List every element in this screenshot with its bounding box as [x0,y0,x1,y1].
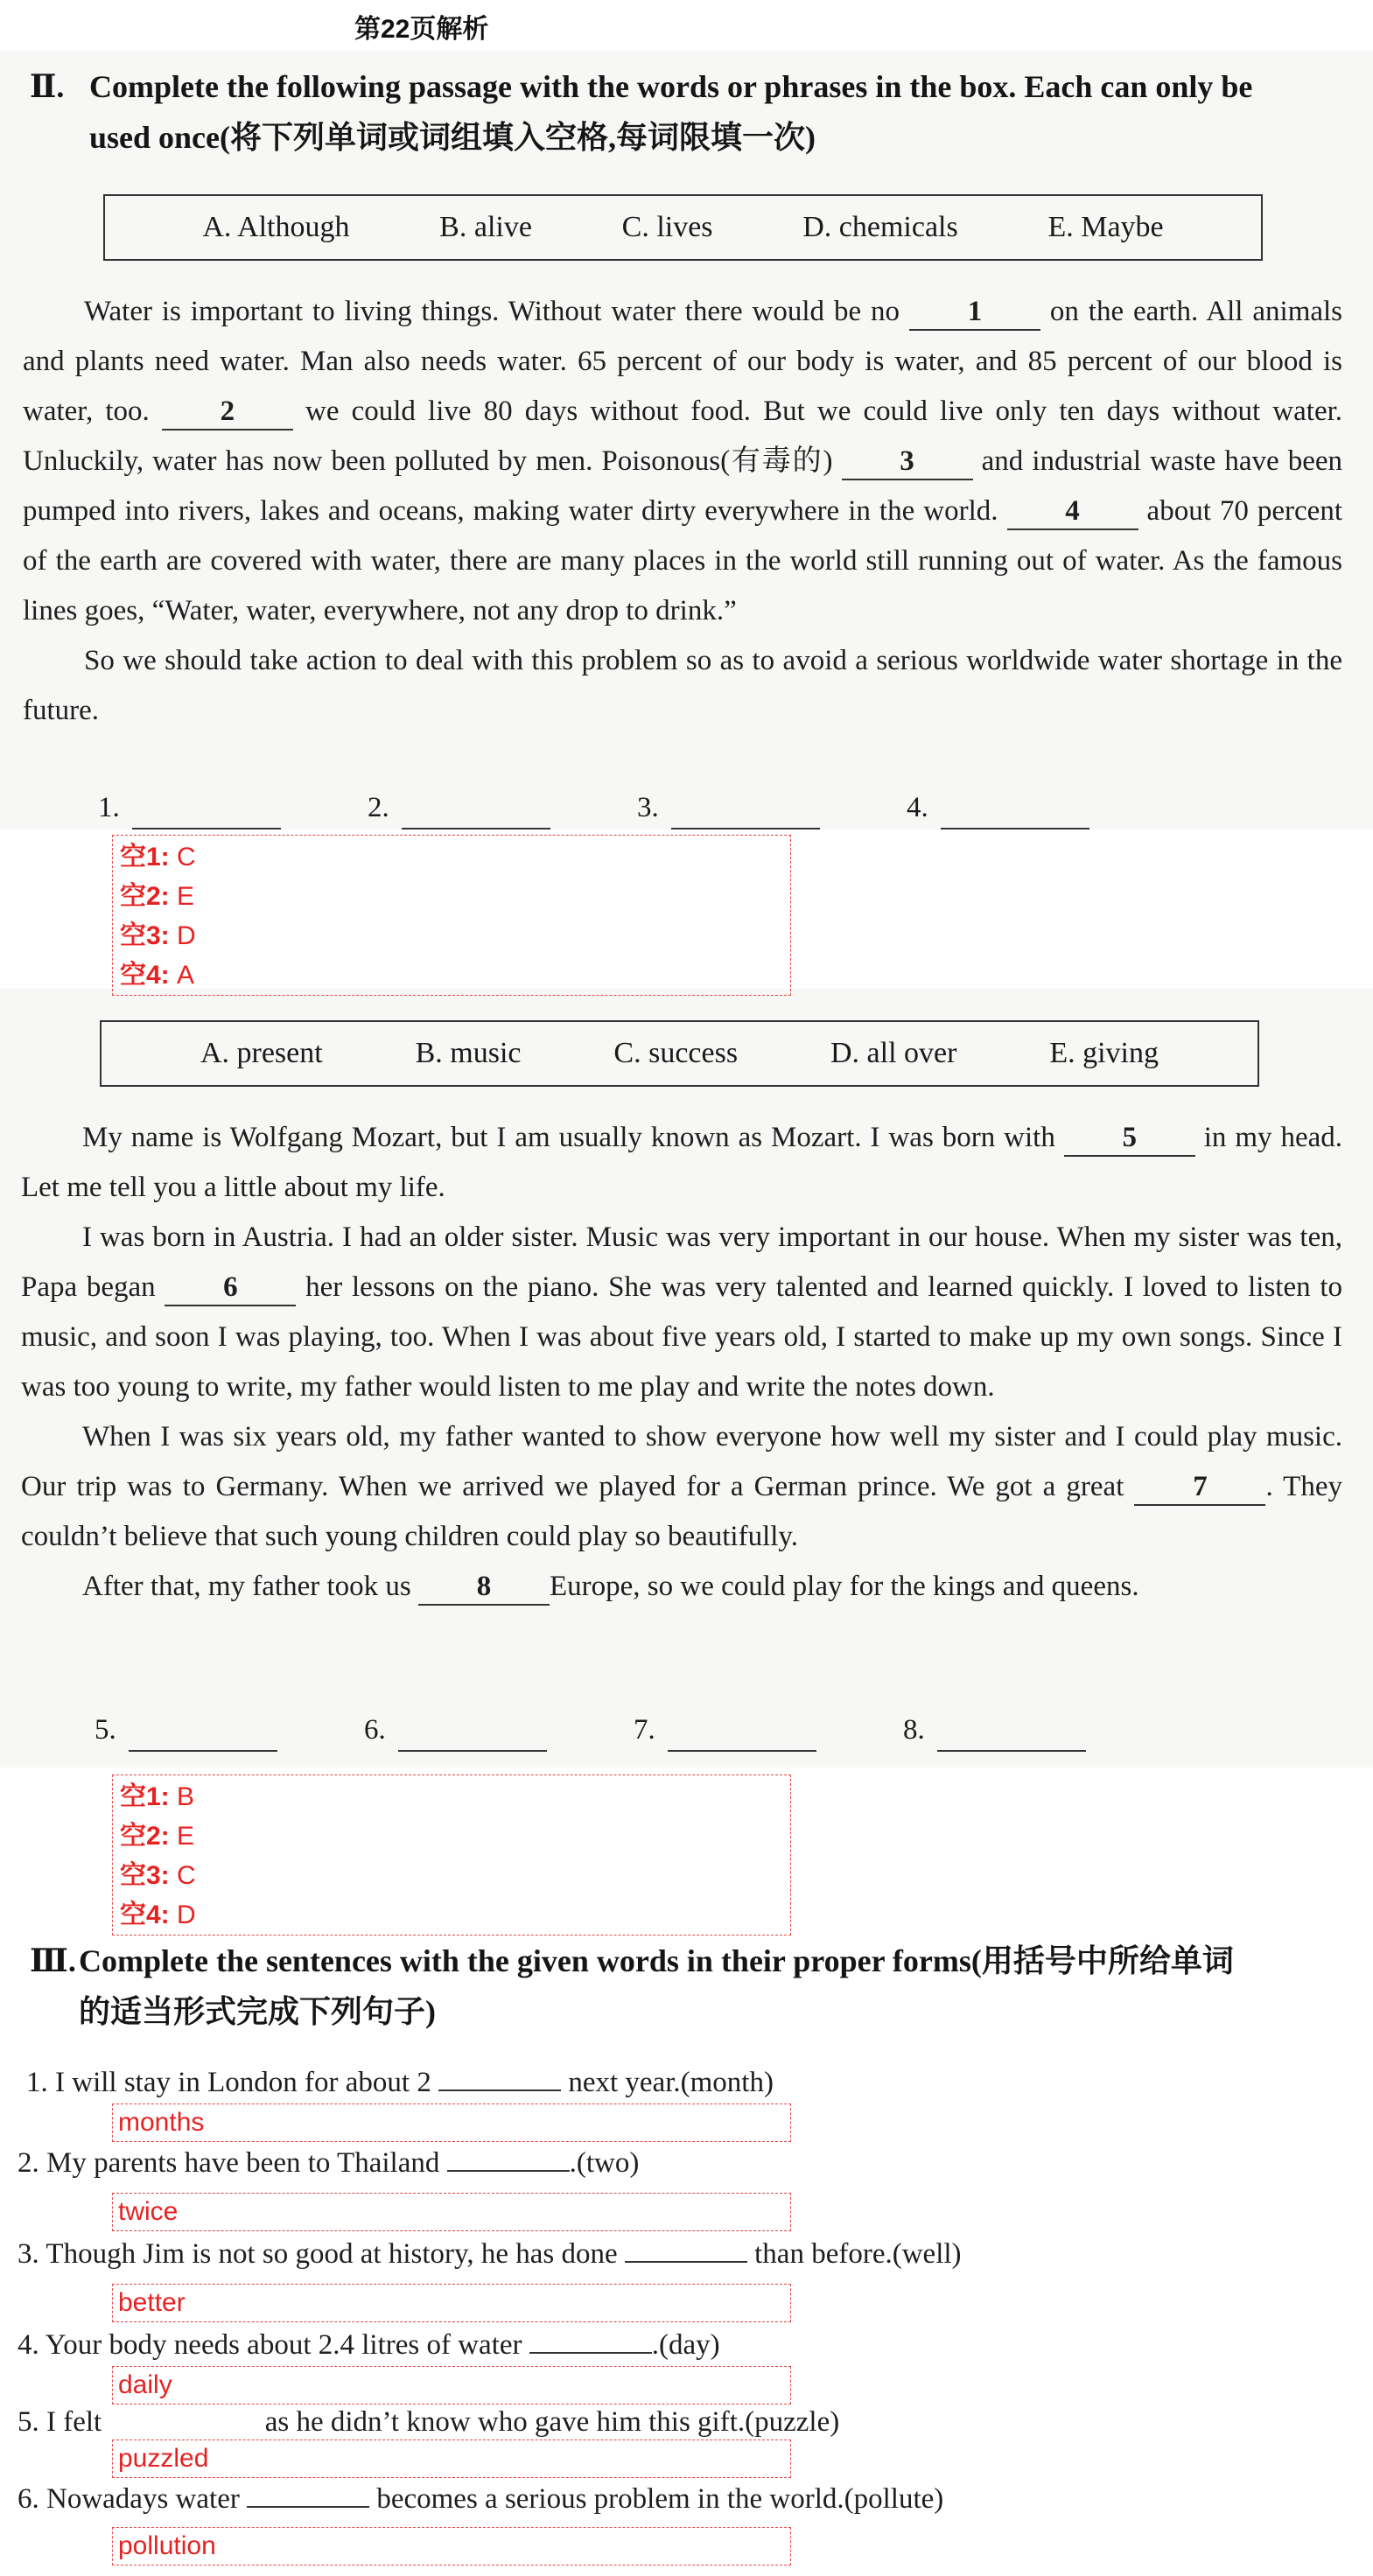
sentence-5-answer: puzzled [112,2440,791,2478]
blank-7: 7 [1134,1469,1265,1506]
sentence-6: 6. Nowadays water becomes a serious problem in the world.(pollute) [18,2478,943,2520]
sentence-1-answer: months [112,2104,791,2142]
question-number: 5. [95,1714,116,1746]
word-box-1 [103,194,1263,261]
question-number: 1. [98,792,120,823]
sentence-1: 1. I will stay in London for about 2 next year.(month) [26,2062,774,2104]
passage-text: Water is important to living things. Without water there would be no [84,296,900,327]
passage-text: her lessons on the piano. She was very talented and learned quickly. I loved to listen to music, and soon I was playing, too. When I was about five years old, I started to make up my own songs. Since I was too young to write, my father would listen to me play and write the notes down. [21,1271,1342,1403]
word-box-2-option: E. giving [1049,1037,1159,1069]
blank-8: 8 [418,1569,550,1606]
word-box-1-option: D. chemicals [802,211,958,243]
blank-4: 4 [1007,494,1138,530]
section-3-numeral: Ⅲ. [30,1943,76,1978]
passage-text: When I was six years old, my father wanted to show everyone how well my sister and I could play music. Our trip was to Germany. When we arrived we played for a German prince. We got a great [21,1421,1342,1502]
answer-box-2 [112,1774,791,1936]
passage-text: about 70 percent of the earth are covered with water, there are many places in the world still running out of water. As the famous lines goes, “Water, water, everywhere, not any drop to drink.” [23,495,1343,626]
answer-row: 空1: B [120,1782,195,1811]
passage-paragraph: So we should take action to deal with this problem so as to avoid a serious worldwide water shortage in the future. [23,645,1342,726]
question-number: 4. [907,792,928,823]
sentence-2: 2. My parents have been to Thailand .(two) [18,2142,639,2184]
sentence-4-answer: daily [112,2366,791,2404]
passage-text: I was born in Austria. I had an older sister. Music was very important in our house. When my sister was ten, Papa began [21,1222,1342,1303]
question-number: 6. [364,1714,386,1746]
word-box-2-option: A. present [200,1037,323,1069]
passage-text: in my head. Let me tell you a little about my life. [21,1122,1342,1203]
section-3-title-line1: Complete the sentences with the given words in their proper forms(用括号中所给单词 [79,1943,1234,1978]
sentence-2-answer: twice [112,2193,791,2231]
section-2-title-line1: Complete the following passage with the words or phrases in the box. Each can only be [89,69,1253,104]
word-box-1-option: A. Although [202,211,350,243]
question-row-2 [95,1708,1173,1752]
word-box-2 [100,1020,1259,1087]
section-3-title-line2: 的适当形式完成下列句子) [79,1994,436,2029]
answer-row: 空1: C [120,843,196,872]
answer-row: 空2: E [120,1822,195,1851]
blank-6: 6 [165,1270,296,1306]
question-number: 2. [368,792,389,823]
answer-row: 空3: C [120,1861,196,1890]
word-box-1-option: C. lives [621,211,713,243]
question-number: 7. [634,1714,655,1746]
answer-row: 空3: D [120,921,196,950]
passage-text: and industrial waste have been pumped into rivers, lakes and oceans, making water dirty everywhere in the world. [23,445,1342,527]
word-box-2-option: C. success [613,1037,739,1069]
answer-box-1 [112,835,791,996]
question-row-1 [98,786,1176,830]
question-number: 3. [637,792,659,823]
sentence-4: 4. Your body needs about 2.4 litres of water .(day) [18,2324,720,2366]
answer-row: 空4: A [120,961,195,990]
answer-row: 空2: E [120,882,195,911]
word-box-2-option: D. all over [830,1037,957,1069]
passage-text: Europe, so we could play for the kings and queens. [549,1571,1139,1602]
question-number: 8. [903,1714,925,1746]
blank-3: 3 [842,444,973,480]
sentence-6-answer: pollution [112,2527,791,2566]
passage-text: we could live 80 days without food. But we could live only ten days without water. Unluckily, water has now been polluted by men. Poisonous(有毒的) [23,396,1343,477]
section-3-heading [30,1936,1360,2040]
passage-1 [23,287,1342,736]
word-box-1-option: E. Maybe [1047,211,1164,243]
sentence-3: 3. Though Jim is not so good at history, he has done than before.(well) [18,2233,962,2275]
word-box-2-option: B. music [415,1037,522,1069]
page-title: 第22页解析 [354,15,489,44]
passage-text: My name is Wolfgang Mozart, but I am usually known as Mozart. I was born with [82,1122,1055,1153]
passage-text: on the earth. All animals and plants need water. Man also needs water. 65 percent of our body is water, and 85 percent of our blood is water, too. [23,296,1343,427]
passage-2 [21,1113,1342,1612]
section-2-numeral: Ⅱ. [30,69,65,104]
answer-row: 空4: D [120,1900,196,1929]
section-2-title-line2: used once(将下列单词或词组填入空格,每词限填一次) [89,120,816,155]
sentence-3-answer: better [112,2284,791,2322]
blank-1: 1 [909,294,1040,331]
blank-2: 2 [162,394,293,430]
word-box-1-option: B. alive [439,211,532,243]
passage-text: . They couldn’t believe that such young children could play so beautifully. [21,1471,1342,1552]
blank-5: 5 [1064,1120,1195,1157]
section-2-heading [30,61,1360,166]
passage-text: After that, my father took us [82,1571,411,1602]
sentence-5: 5. I felt as he didn’t know who gave him this gift.(puzzle) [18,2406,840,2438]
